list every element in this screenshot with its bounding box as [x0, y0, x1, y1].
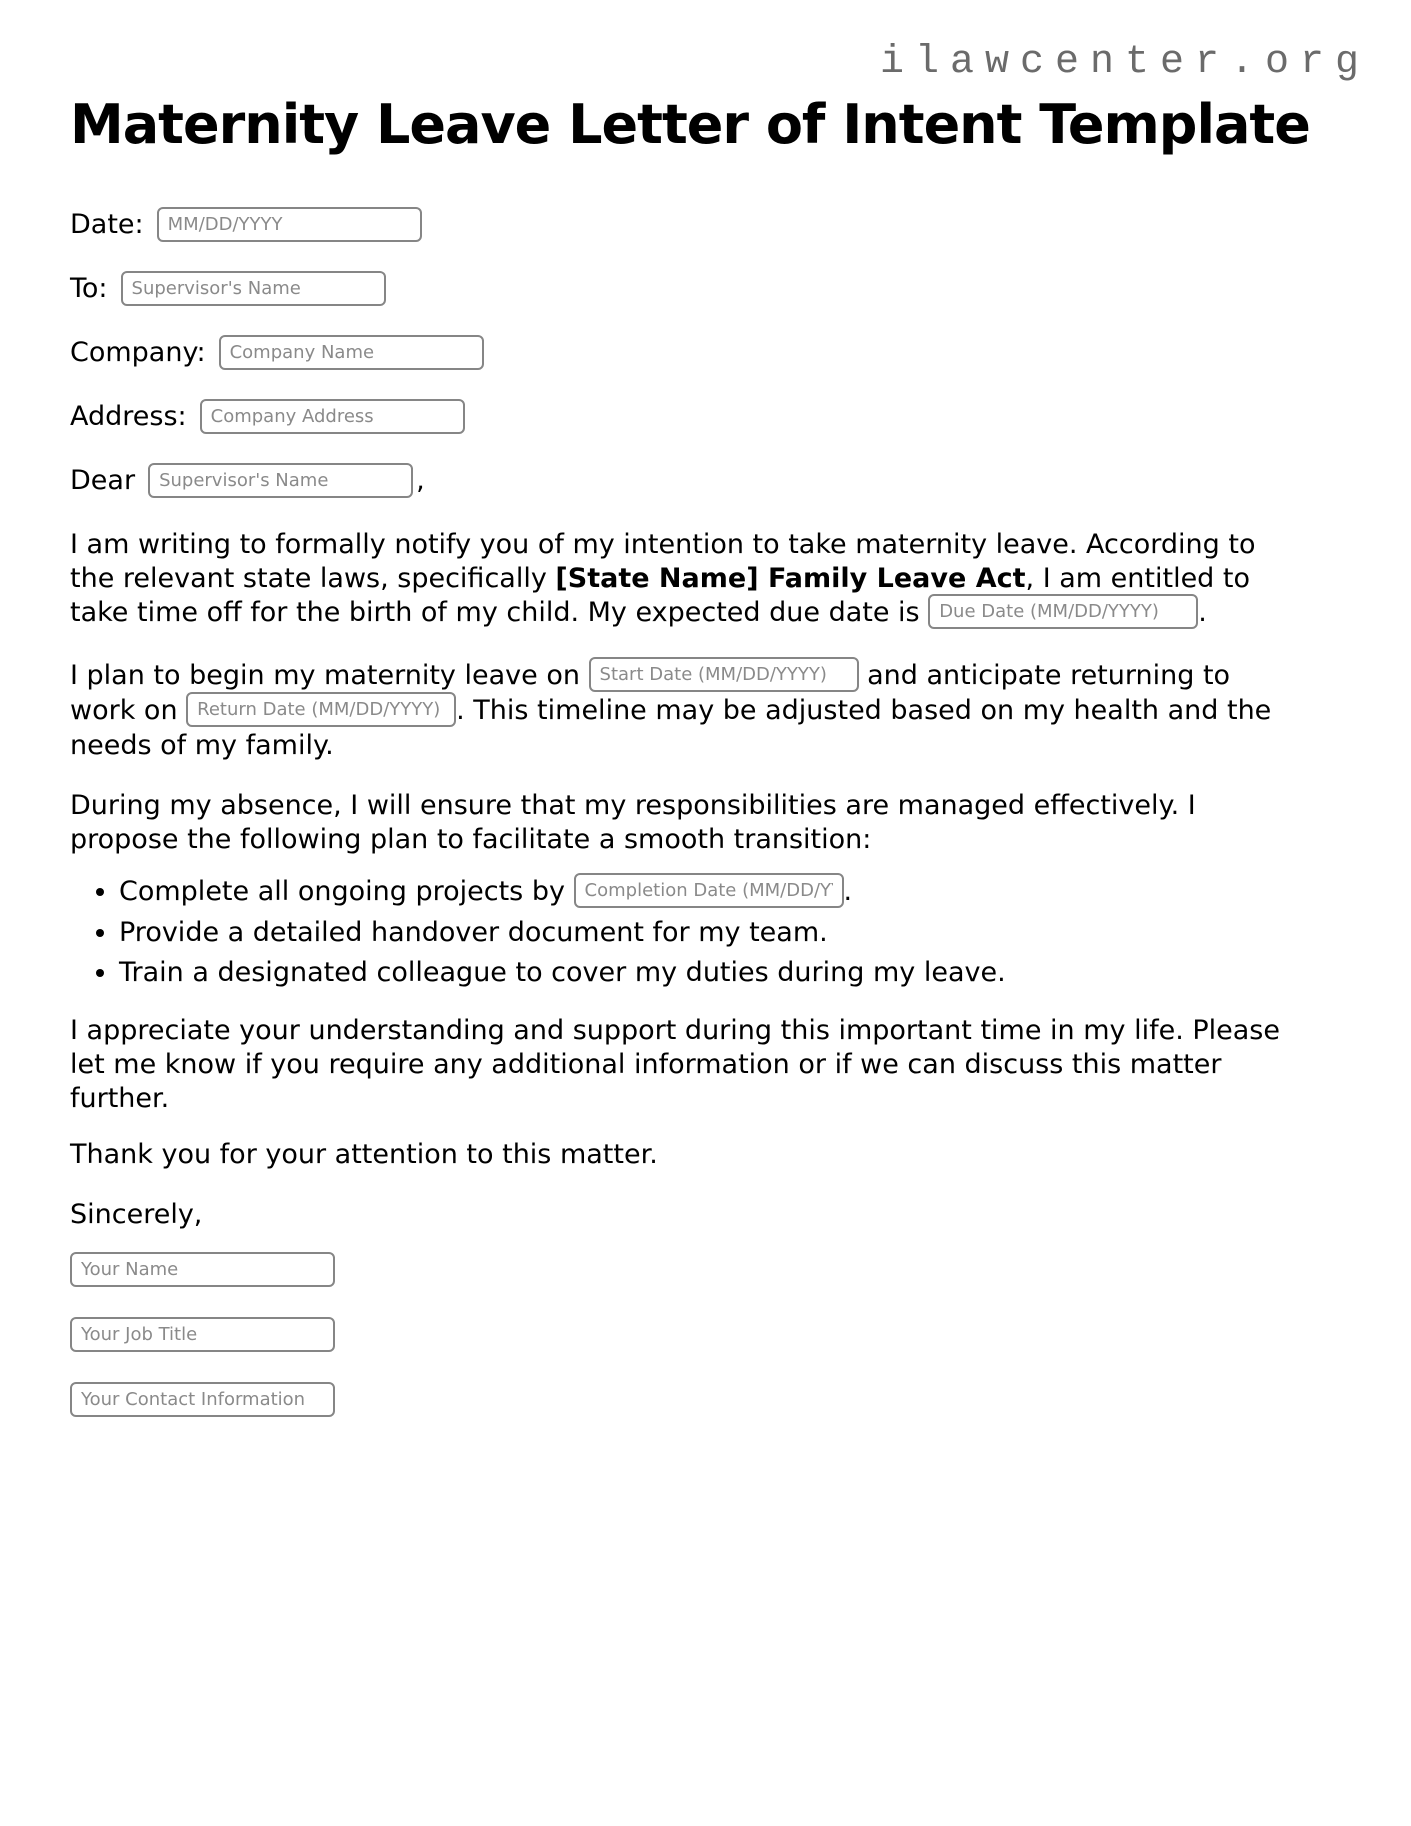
list-item-complete-projects: [119, 875, 1310, 910]
p2-line1a: I plan to begin my maternity leave on: [70, 660, 589, 691]
p2-line2b: . This timeline may be adjusted based on my health and the: [456, 695, 1272, 726]
p2-line3: needs of my family.: [70, 730, 334, 761]
your-job-title-input[interactable]: [70, 1317, 335, 1352]
p1-line2b: , I am entitled to: [1025, 563, 1251, 594]
p3-line1: During my absence, I will ensure that my responsibilities are managed effectively. I: [70, 790, 1196, 821]
field-row-address: [70, 399, 1370, 434]
due-date-input[interactable]: [928, 594, 1198, 629]
paragraph-timeline: [70, 659, 1360, 763]
p1-line1: I am writing to formally notify you of my intention to take maternity leave. According to: [70, 529, 1256, 560]
field-row-date: [70, 207, 1370, 242]
supervisor-name-input[interactable]: [121, 271, 386, 306]
date-input[interactable]: [157, 207, 422, 242]
bullet1-text: Complete all ongoing projects by: [119, 876, 574, 907]
your-name-input[interactable]: [70, 1252, 335, 1287]
letter-body: [70, 528, 1370, 1417]
date-label: Date:: [70, 208, 144, 240]
salutation-comma: ,: [416, 464, 425, 496]
bullet2-text: Provide a detailed handover document for my team.: [119, 917, 828, 948]
list-item-handover-document: [119, 916, 1310, 950]
company-label: Company:: [70, 336, 206, 368]
p3-line2: propose the following plan to facilitate a smooth transition:: [70, 824, 872, 855]
signature-block: [70, 1252, 1370, 1417]
salutation-row: [70, 463, 1370, 498]
p2-line1b: and anticipate returning to: [858, 660, 1231, 691]
p1-line2a: the relevant state laws, specifically: [70, 563, 556, 594]
p1-line3b: .: [1198, 597, 1207, 628]
field-row-company: [70, 335, 1370, 370]
p4-line1: I appreciate your understanding and support during this important time in my life. Please: [70, 1015, 1280, 1046]
p2-line2a: work on: [70, 695, 187, 726]
bullet1-period: .: [843, 876, 853, 907]
transition-plan-list: [70, 875, 1310, 990]
address-label: Address:: [70, 400, 187, 432]
return-date-input[interactable]: [186, 692, 456, 727]
bullet3-text: Train a designated colleague to cover my duties during my leave.: [119, 957, 1006, 988]
your-contact-information-input[interactable]: [70, 1382, 335, 1417]
p4-line3: further.: [70, 1083, 170, 1114]
paragraph-intent: [70, 528, 1360, 631]
completion-date-input[interactable]: [574, 873, 844, 908]
start-date-input[interactable]: [589, 657, 859, 692]
closing-sincerely: Sincerely,: [70, 1199, 203, 1230]
list-item-train-colleague: [119, 956, 1310, 990]
state-leave-act-bold: [State Name] Family Leave Act: [555, 563, 1026, 594]
to-label: To:: [70, 272, 108, 304]
p4-line2: let me know if you require any additional information or if we can discuss this matter: [70, 1049, 1222, 1080]
paragraph-thanks: Thank you for your attention to this matter.: [70, 1139, 658, 1170]
p1-line3a: take time off for the birth of my child. My expected due date is: [70, 597, 929, 628]
paragraph-transition-plan: [70, 789, 1360, 857]
letter-header-fields: [70, 207, 1370, 498]
field-row-to: [70, 271, 1370, 306]
paragraph-appreciation: [70, 1014, 1360, 1116]
salutation-label: Dear: [70, 464, 136, 496]
site-logo: ilawcenter.org: [879, 40, 1370, 85]
page-title: Maternity Leave Letter of Intent Template: [70, 93, 1310, 156]
company-address-input[interactable]: [200, 399, 465, 434]
company-name-input[interactable]: [219, 335, 484, 370]
salutation-supervisor-input[interactable]: [148, 463, 413, 498]
